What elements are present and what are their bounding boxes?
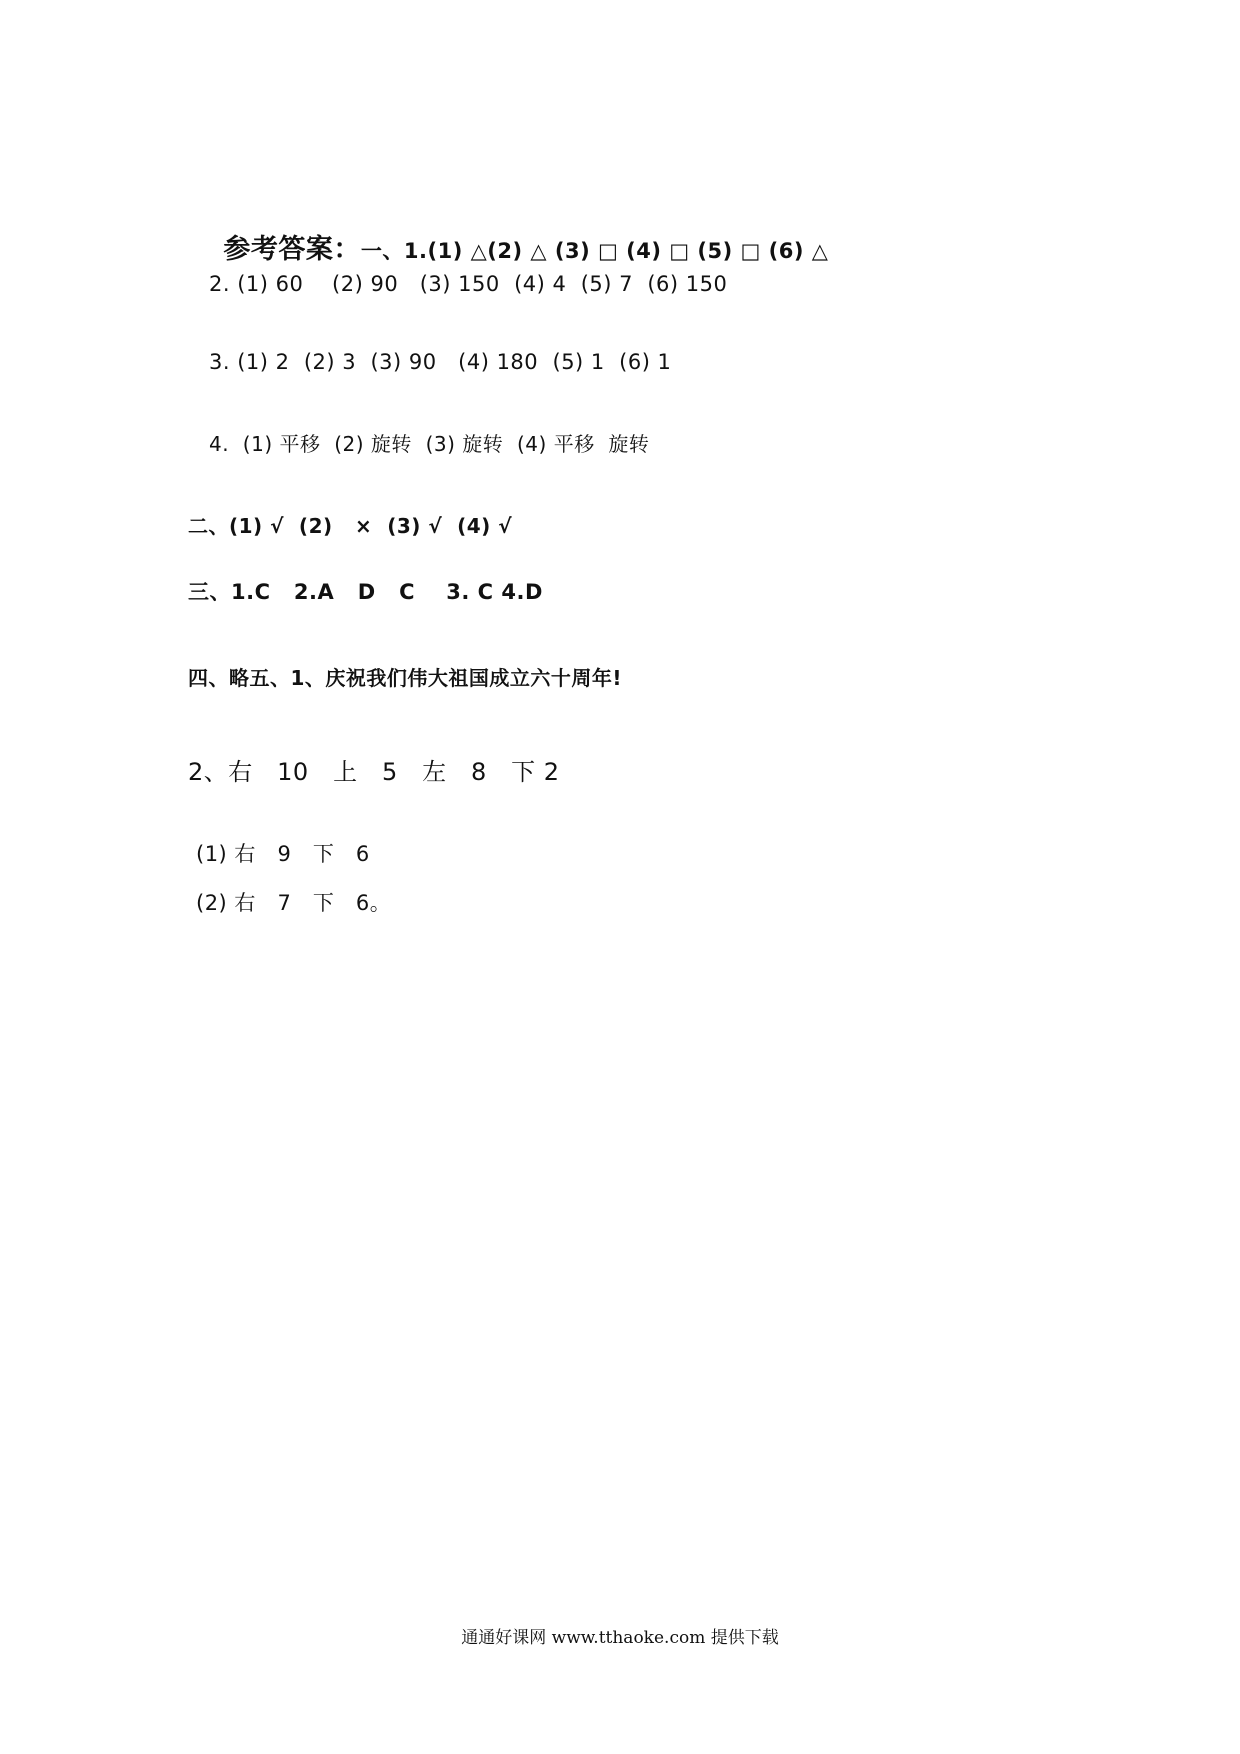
footer-credit: 通通好课网 www.tthaoke.com 提供下载 [461, 1628, 779, 1648]
section1-question3: 3. (1) 2 (2) 3 (3) 90 (4) 180 (5) 1 (6) 1 [209, 350, 672, 374]
section4-5-answers: 四、略五、1、庆祝我们伟大祖国成立六十周年! [188, 666, 623, 690]
answer-heading: 参考答案： [223, 234, 361, 265]
section1-question2: 2. (1) 60 (2) 90 (3) 150 (4) 4 (5) 7 (6) 150 [209, 272, 728, 296]
section5-question2-part2: (2) 右 7 下 6。 [196, 891, 392, 915]
section3-answers: 三、1.C 2.A D C 3. C 4.D [188, 580, 543, 604]
section5-question2-part1: (1) 右 9 下 6 [196, 842, 370, 866]
section5-question2: 2、右 10 上 5 左 8 下 2 [188, 758, 560, 786]
section1-question1: 一、1.(1) △(2) △ (3) □ (4) □ (5) □ (6) △ [360, 239, 829, 263]
section2-answers: 二、(1) √ (2) × (3) √ (4) √ [188, 514, 513, 538]
section1-question4: 4. (1) 平移 (2) 旋转 (3) 旋转 (4) 平移 旋转 [209, 432, 650, 456]
